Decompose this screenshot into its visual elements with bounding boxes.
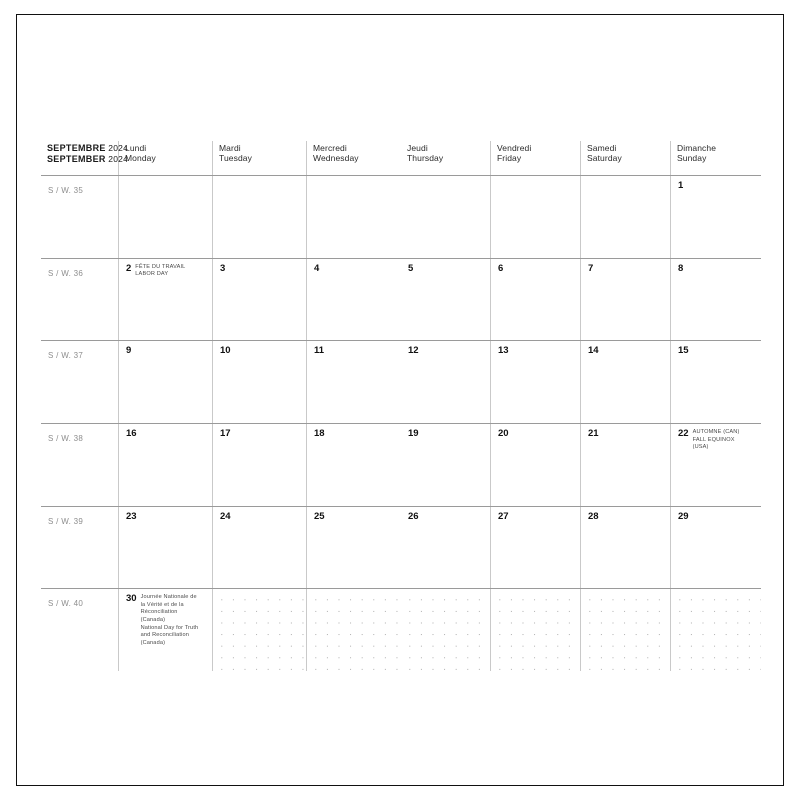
day-note: AUTOMNE (CAN) FALL EQUINOX (USA) xyxy=(692,429,740,451)
day-cell[interactable]: 8 xyxy=(678,262,684,274)
notes-area[interactable] xyxy=(307,589,401,671)
week-row xyxy=(401,176,761,259)
week-row xyxy=(41,589,401,671)
day-cell[interactable]: 10 xyxy=(213,341,307,423)
week-number-cell: S / W. 37 xyxy=(41,341,119,423)
day-cell[interactable]: 24 xyxy=(213,507,307,589)
column-header-tuesday: Mardi Tuesday xyxy=(213,141,307,175)
day-cell[interactable] xyxy=(119,176,213,258)
week-row xyxy=(401,507,761,590)
week-row xyxy=(41,176,401,259)
month-year-fr: 2024 xyxy=(108,143,128,153)
day-cell[interactable]: 15 xyxy=(678,345,689,357)
day-cell[interactable]: 22 AUTOMNE (CAN) FALL EQUINOX (USA) xyxy=(671,424,761,506)
day-cell[interactable]: 19 xyxy=(401,424,491,506)
day-cell[interactable]: 6 xyxy=(491,259,581,341)
notes-area[interactable] xyxy=(401,589,491,671)
dot-grid xyxy=(213,589,306,671)
month-title-en: SEPTEMBER xyxy=(47,153,106,164)
left-week-rows xyxy=(41,176,401,671)
right-week-rows xyxy=(401,176,761,671)
day-cell[interactable]: 21 xyxy=(581,424,671,506)
day-cell[interactable]: 27 xyxy=(491,507,581,589)
day-cell[interactable]: 2 FÊTE DU TRAVAIL LABOR DAY xyxy=(119,259,213,341)
column-header-monday: Lundi Monday xyxy=(119,141,213,175)
spread-right-page xyxy=(401,141,761,671)
dot-grid xyxy=(491,589,580,671)
week-number-cell: S / W. 40 xyxy=(41,589,119,671)
day-cell[interactable]: 13 xyxy=(491,341,581,423)
day-cell[interactable]: 28 xyxy=(581,507,671,589)
day-cell[interactable]: 16 xyxy=(119,424,213,506)
week-row xyxy=(41,259,401,342)
week-number-cell: S / W. 36 xyxy=(41,259,119,341)
right-header-row xyxy=(401,141,761,176)
dot-grid xyxy=(307,589,401,671)
week-number-cell: S / W. 35 xyxy=(41,176,119,258)
week-row xyxy=(401,259,761,342)
day-cell[interactable]: 4 xyxy=(314,262,320,274)
day-cell[interactable]: 9 xyxy=(119,341,213,423)
day-cell[interactable] xyxy=(491,176,581,258)
notes-area[interactable] xyxy=(671,589,761,671)
day-cell[interactable] xyxy=(213,176,307,258)
spread-left-page xyxy=(41,141,401,671)
day-cell[interactable] xyxy=(581,176,671,258)
month-title xyxy=(41,141,128,175)
day-cell[interactable]: 1 xyxy=(678,180,684,191)
column-header-friday: Vendredi Friday xyxy=(491,141,581,175)
day-cell[interactable]: 5 xyxy=(401,259,491,341)
day-cell[interactable]: 30 Journée Nationale de la Vérité et de la Réconciliation (Canada) National Day for Truth and Reconciliation (Canada) xyxy=(119,589,213,671)
day-cell[interactable]: 23 xyxy=(119,507,213,589)
column-header-sunday: Dimanche Sunday xyxy=(677,143,717,164)
planner-page xyxy=(16,14,784,786)
week-row xyxy=(41,341,401,424)
day-cell[interactable]: 7 xyxy=(581,259,671,341)
day-cell[interactable]: 14 xyxy=(581,341,671,423)
column-header-thursday: Jeudi Thursday xyxy=(401,141,491,175)
day-note: Journée Nationale de la Vérité et de la Réconciliation (Canada) National Day for Truth and Reconciliation (Canada) xyxy=(140,594,199,646)
day-cell[interactable]: 26 xyxy=(401,507,491,589)
day-cell[interactable]: 25 xyxy=(314,510,325,522)
notes-area[interactable] xyxy=(213,589,307,671)
week-row xyxy=(41,424,401,507)
day-cell[interactable] xyxy=(307,176,401,258)
calendar-spread xyxy=(41,141,761,671)
column-header-wednesday: Mercredi Wednesday xyxy=(313,143,359,164)
column-header-saturday: Samedi Saturday xyxy=(581,141,671,175)
dot-grid xyxy=(581,589,670,671)
week-row xyxy=(401,589,761,671)
notes-area[interactable] xyxy=(491,589,581,671)
week-row xyxy=(41,507,401,590)
day-cell[interactable]: 29 xyxy=(678,510,689,522)
day-cell[interactable]: 18 xyxy=(314,428,325,440)
week-row xyxy=(401,341,761,424)
day-cell[interactable] xyxy=(401,176,491,258)
week-number-cell: S / W. 38 xyxy=(41,424,119,506)
dot-grid xyxy=(671,589,761,671)
day-cell[interactable]: 12 xyxy=(401,341,491,423)
day-cell[interactable]: 20 xyxy=(491,424,581,506)
day-cell[interactable]: 11 xyxy=(314,345,325,357)
day-cell[interactable]: 17 xyxy=(213,424,307,506)
week-row xyxy=(401,424,761,507)
month-title-fr: SEPTEMBRE xyxy=(47,143,106,153)
day-cell[interactable]: 3 xyxy=(213,259,307,341)
month-year-en: 2024 xyxy=(108,153,128,164)
day-note: FÊTE DU TRAVAIL LABOR DAY xyxy=(135,263,186,278)
dot-grid xyxy=(401,589,490,671)
left-header-row xyxy=(41,141,401,176)
notes-area[interactable] xyxy=(581,589,671,671)
week-number-cell: S / W. 39 xyxy=(41,507,119,589)
